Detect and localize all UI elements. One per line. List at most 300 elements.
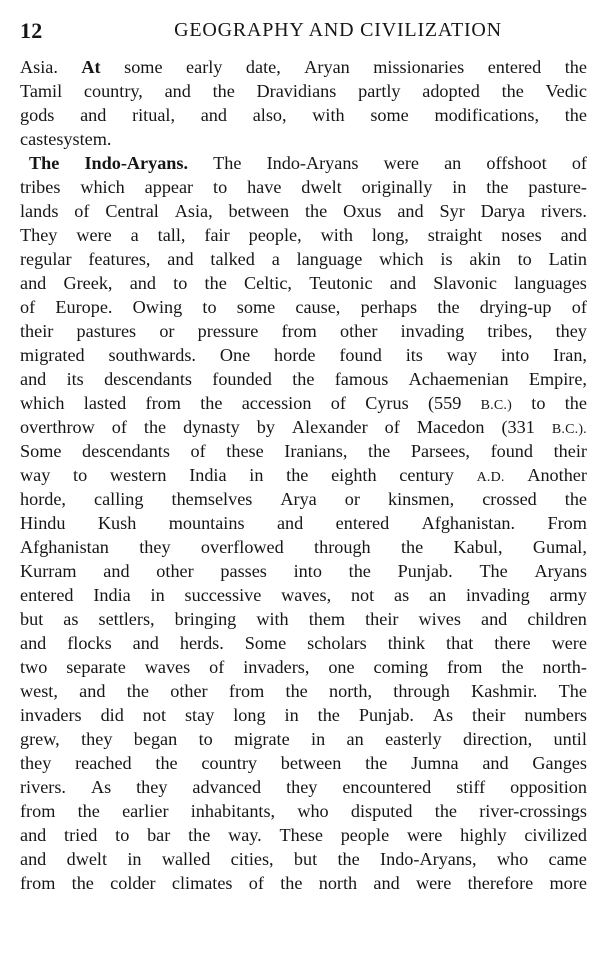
text-word: not xyxy=(350,585,375,605)
text-line xyxy=(20,247,587,271)
text-word: came xyxy=(548,849,587,869)
text-word: these xyxy=(226,441,264,461)
text-word: Arya xyxy=(280,489,317,509)
text-word: passes xyxy=(220,561,267,581)
text-word: country xyxy=(201,753,257,773)
text-word: entered xyxy=(20,585,74,605)
text-word: other xyxy=(170,681,208,701)
text-word: the xyxy=(564,57,587,77)
running-title: GEOGRAPHY AND CIVILIZATION xyxy=(174,19,502,41)
text-line xyxy=(20,703,587,727)
text-word: invading xyxy=(400,321,465,341)
text-word: and xyxy=(103,561,130,581)
text-word: north, xyxy=(329,681,372,701)
text-word: Aryan xyxy=(304,57,350,77)
text-line xyxy=(20,295,587,319)
text-word: the xyxy=(486,177,509,197)
text-word: Indo-Aryans, xyxy=(380,849,477,869)
text-word: successive xyxy=(184,585,262,605)
text-word: early xyxy=(186,57,223,77)
text-word: Darya xyxy=(480,201,526,221)
text-word: which xyxy=(20,393,65,413)
text-word: herds. xyxy=(179,633,224,653)
text-word: B.C.) xyxy=(480,398,512,413)
text-word: fair xyxy=(204,225,230,245)
text-word: from xyxy=(20,873,56,893)
text-word: and xyxy=(167,249,194,269)
text-word: flocks xyxy=(67,633,112,653)
text-word: founded xyxy=(212,369,272,389)
text-word: drying-up xyxy=(479,297,552,317)
text-word: and xyxy=(276,513,304,533)
text-line xyxy=(20,199,587,223)
text-word: Hindu xyxy=(20,513,66,533)
text-word: the xyxy=(337,849,360,869)
text-word: The xyxy=(558,681,587,701)
text-word: Greek, xyxy=(63,273,113,293)
text-word: an xyxy=(346,729,364,749)
text-word: and xyxy=(481,609,508,629)
text-word: into xyxy=(500,345,530,365)
text-word: and xyxy=(200,105,227,125)
text-word: from xyxy=(281,321,317,341)
text-word: who xyxy=(297,801,329,821)
text-word: Alexander xyxy=(291,417,368,437)
text-word: perhaps xyxy=(360,297,418,317)
text-word: of xyxy=(384,417,400,437)
text-word: long, xyxy=(371,225,409,245)
text-word: themselves xyxy=(171,489,253,509)
text-word: Kush xyxy=(97,513,137,533)
text-word: in xyxy=(150,585,165,605)
text-word: Empire, xyxy=(528,369,587,389)
text-word: Latin xyxy=(548,249,587,269)
text-word: to xyxy=(173,273,188,293)
text-line xyxy=(20,55,587,79)
text-word: Achaemenian xyxy=(408,369,509,389)
text-word: also, xyxy=(252,105,287,125)
text-word: between xyxy=(228,201,290,221)
text-word: grew, xyxy=(20,729,60,749)
text-word: partly xyxy=(358,81,401,101)
text-word: from xyxy=(20,801,56,821)
text-line xyxy=(20,511,587,535)
text-word: more xyxy=(549,873,587,893)
text-word: the xyxy=(155,753,178,773)
text-line xyxy=(20,631,587,655)
text-word: missionaries xyxy=(373,57,465,77)
text-word: which xyxy=(80,177,125,197)
text-word: encountered xyxy=(342,777,432,797)
text-word: with xyxy=(256,609,289,629)
text-word: bringing xyxy=(174,609,237,629)
text-word: were xyxy=(383,153,419,173)
text-word: pressure xyxy=(197,321,259,341)
text-word: the xyxy=(501,81,524,101)
text-word: to xyxy=(73,465,88,485)
text-line xyxy=(20,391,587,415)
text-word: in xyxy=(311,729,326,749)
text-word: country, xyxy=(83,81,143,101)
text-word: overthrow xyxy=(20,417,95,437)
text-word: appear xyxy=(144,177,194,197)
text-word: and xyxy=(132,633,159,653)
text-word: lasted xyxy=(83,393,127,413)
text-word: the xyxy=(200,393,223,413)
text-word: and xyxy=(164,81,191,101)
text-word: the xyxy=(365,753,388,773)
text-line xyxy=(20,223,587,247)
text-word: and xyxy=(482,753,509,773)
text-word: Indo-Aryans. xyxy=(84,153,189,173)
text-word: tribes, xyxy=(487,321,533,341)
text-word: At xyxy=(81,57,101,77)
text-word: opposition xyxy=(510,777,587,797)
text-word: people xyxy=(340,825,390,845)
text-word: north- xyxy=(542,657,587,677)
text-word: tried xyxy=(64,825,98,845)
text-word: numbers xyxy=(524,705,587,725)
text-word: (559 xyxy=(427,393,462,413)
text-word: stiff xyxy=(456,777,486,797)
text-word: accession xyxy=(241,393,312,413)
text-word: Indo-Aryans xyxy=(266,153,359,173)
text-word: as xyxy=(63,609,79,629)
text-word: to xyxy=(517,249,532,269)
text-word: the xyxy=(434,801,457,821)
text-word: by xyxy=(256,417,275,437)
text-word: the xyxy=(564,105,587,125)
text-word: they xyxy=(20,753,52,773)
text-word: they xyxy=(555,321,587,341)
text-word: and xyxy=(79,681,106,701)
text-word: Dravidians xyxy=(256,81,337,101)
text-word: mountains xyxy=(168,513,245,533)
text-word: Kashmir. xyxy=(471,681,538,701)
text-line xyxy=(20,367,587,391)
text-word: waves, xyxy=(281,585,332,605)
text-word: an xyxy=(429,585,447,605)
text-word: in xyxy=(127,849,142,869)
text-word: the xyxy=(564,489,587,509)
text-word: into xyxy=(293,561,322,581)
text-word: Some xyxy=(244,633,287,653)
text-word: rivers. xyxy=(20,777,66,797)
text-word: descendants xyxy=(104,369,192,389)
text-word: its xyxy=(405,345,423,365)
text-word: A.D. xyxy=(476,470,505,485)
text-word: children xyxy=(527,609,587,629)
text-word: Asia. xyxy=(20,57,58,77)
text-word: cause, xyxy=(295,297,341,317)
text-word: and xyxy=(129,273,156,293)
text-word: two xyxy=(20,657,48,677)
text-word: overflowed xyxy=(200,537,284,557)
text-word: Vedic xyxy=(545,81,587,101)
text-word: Another xyxy=(527,465,587,485)
text-word: did xyxy=(100,705,124,725)
text-word: they xyxy=(286,777,318,797)
text-word: its xyxy=(66,369,84,389)
text-word: think xyxy=(387,633,426,653)
text-word: they xyxy=(81,729,113,749)
text-line xyxy=(20,559,587,583)
text-word: ritual, xyxy=(132,105,175,125)
text-word: the xyxy=(564,393,587,413)
text-word: and xyxy=(20,369,47,389)
text-word: Syr xyxy=(439,201,465,221)
text-word: their xyxy=(20,321,54,341)
text-word: their xyxy=(365,609,399,629)
text-word: wives xyxy=(418,609,461,629)
text-line xyxy=(20,847,587,871)
text-word: pasture- xyxy=(528,177,587,197)
text-word: entered xyxy=(335,513,390,533)
text-word: From xyxy=(547,513,587,533)
text-word: crossed xyxy=(482,489,537,509)
text-line xyxy=(20,463,587,487)
text-word: regular xyxy=(20,249,72,269)
text-word: Afghanistan. xyxy=(421,513,516,533)
text-word: through xyxy=(314,537,371,557)
text-word: to xyxy=(213,177,228,197)
text-word: to xyxy=(115,825,130,845)
text-word: long xyxy=(233,705,266,725)
text-word: highly xyxy=(460,825,507,845)
text-word: straight xyxy=(427,225,483,245)
text-word: and xyxy=(20,825,47,845)
text-word: found xyxy=(339,345,382,365)
text-word: dwelt xyxy=(66,849,108,869)
text-word: the xyxy=(292,369,315,389)
text-word: the xyxy=(285,681,308,701)
text-word: Cyrus xyxy=(365,393,409,413)
text-word: way xyxy=(20,465,51,485)
text-word: Jumna xyxy=(411,753,459,773)
text-word: (331 xyxy=(501,417,535,437)
text-word: dwelt xyxy=(301,177,342,197)
text-word: Owing xyxy=(132,297,183,317)
text-word: some xyxy=(236,297,276,317)
text-word: as xyxy=(394,585,410,605)
text-word: some xyxy=(370,105,409,125)
text-word: which xyxy=(379,249,424,269)
text-word: separate xyxy=(66,657,126,677)
text-word: modifications, xyxy=(434,105,540,125)
text-word: western xyxy=(109,465,167,485)
text-word: until xyxy=(553,729,587,749)
text-word: is xyxy=(440,249,453,269)
text-word: Slavonic xyxy=(433,273,497,293)
text-word: some xyxy=(124,57,163,77)
text-word: invading xyxy=(466,585,530,605)
text-line xyxy=(20,127,587,151)
page-header xyxy=(0,8,600,48)
text-word: Afghanistan xyxy=(20,537,109,557)
text-word: way. xyxy=(228,825,262,845)
text-word: of xyxy=(571,297,587,317)
text-word: climates xyxy=(171,873,233,893)
text-word: date, xyxy=(245,57,281,77)
text-word: not xyxy=(142,705,167,725)
text-word: As xyxy=(432,705,454,725)
text-line xyxy=(20,823,587,847)
page-number: 12 xyxy=(20,18,43,43)
text-word: India xyxy=(189,465,227,485)
text-word: Teutonic xyxy=(309,273,373,293)
text-word: Parsees, xyxy=(410,441,470,461)
text-word: scholars xyxy=(307,633,367,653)
text-word: the xyxy=(304,201,328,221)
text-word: but xyxy=(293,849,318,869)
text-word: to xyxy=(202,297,217,317)
text-word: Macedon xyxy=(416,417,485,437)
text-word: and xyxy=(397,201,424,221)
text-word: The xyxy=(29,153,60,173)
text-word: found xyxy=(490,441,533,461)
text-word: originally xyxy=(361,177,433,197)
text-word: The xyxy=(479,561,508,581)
text-word: Aryans xyxy=(534,561,587,581)
text-word: civilized xyxy=(524,825,587,845)
text-word: talked xyxy=(210,249,255,269)
text-word: easterly xyxy=(385,729,442,749)
text-line xyxy=(20,871,587,895)
text-word: of xyxy=(571,153,587,173)
text-line xyxy=(20,103,587,127)
text-word: Celtic, xyxy=(244,273,292,293)
text-word: Punjab. xyxy=(358,705,414,725)
text-line xyxy=(20,319,587,343)
text-word: walled xyxy=(161,849,211,869)
text-line xyxy=(20,607,587,631)
text-word: the xyxy=(286,465,309,485)
text-word: army xyxy=(549,585,587,605)
text-word: and xyxy=(373,873,400,893)
text-word: of xyxy=(111,417,127,437)
text-line xyxy=(20,271,587,295)
text-word: between xyxy=(280,753,342,773)
text-word: famous xyxy=(334,369,389,389)
text-line xyxy=(20,439,587,463)
text-word: waves xyxy=(144,657,191,677)
text-line xyxy=(20,415,587,439)
text-word: Oxus xyxy=(343,201,382,221)
text-word: direction, xyxy=(462,729,533,749)
text-word: and xyxy=(20,273,47,293)
text-word: tall, xyxy=(157,225,186,245)
text-word: Europe. xyxy=(55,297,113,317)
text-word: the xyxy=(143,417,167,437)
text-word: who xyxy=(496,849,529,869)
text-word: the xyxy=(368,441,391,461)
text-word: in xyxy=(249,465,264,485)
text-word: other xyxy=(156,561,194,581)
text-word: entered xyxy=(487,57,542,77)
text-line xyxy=(20,487,587,511)
text-word: the xyxy=(348,561,371,581)
text-word: have xyxy=(247,177,282,197)
text-word: These xyxy=(279,825,323,845)
text-word: were xyxy=(76,225,112,245)
text-word: the xyxy=(188,825,211,845)
text-word: earlier xyxy=(122,801,169,821)
text-word: Central xyxy=(105,201,159,221)
text-word: descendants xyxy=(82,441,170,461)
text-word: to xyxy=(531,393,546,413)
text-word: through xyxy=(393,681,450,701)
text-word: people, xyxy=(248,225,302,245)
text-word: they xyxy=(136,777,168,797)
text-word: pastures xyxy=(76,321,137,341)
text-word: The xyxy=(213,153,242,173)
text-word: and xyxy=(80,105,107,125)
text-word: colder xyxy=(110,873,156,893)
text-word: akin xyxy=(469,249,501,269)
text-word: they xyxy=(139,537,171,557)
text-word: their xyxy=(472,705,506,725)
text-line xyxy=(20,343,587,367)
text-word: the xyxy=(126,681,149,701)
text-word: of xyxy=(190,441,206,461)
text-word: dynasty xyxy=(183,417,240,437)
text-word: of xyxy=(20,297,36,317)
text-word: the xyxy=(212,81,235,101)
text-word: languages xyxy=(514,273,587,293)
text-word: Punjab. xyxy=(397,561,453,581)
text-word: but xyxy=(20,609,44,629)
text-word: horde, xyxy=(20,489,66,509)
text-word: that xyxy=(446,633,474,653)
text-line xyxy=(20,535,587,559)
text-word: the xyxy=(280,873,303,893)
text-word: features, xyxy=(88,249,151,269)
text-word: Ganges xyxy=(532,753,587,773)
text-line xyxy=(20,751,587,775)
text-word: other xyxy=(340,321,378,341)
text-line xyxy=(20,79,587,103)
text-word: noses xyxy=(501,225,542,245)
text-word: them xyxy=(308,609,346,629)
text-word: migrated xyxy=(20,345,85,365)
text-word: were xyxy=(551,633,587,653)
text-word: Asia, xyxy=(174,201,213,221)
text-word: rivers. xyxy=(540,201,587,221)
text-word: disputed xyxy=(350,801,413,821)
text-word: gods xyxy=(20,105,55,125)
text-word: or xyxy=(344,489,360,509)
text-word: the xyxy=(71,873,94,893)
text-word: were xyxy=(415,873,452,893)
text-line xyxy=(20,151,587,175)
text-word: migrate xyxy=(234,729,290,749)
text-word: and xyxy=(389,273,417,293)
text-word: a xyxy=(130,225,139,245)
text-word: Iranians, xyxy=(284,441,348,461)
text-word: eighth xyxy=(331,465,377,485)
text-word: caste xyxy=(20,129,57,149)
text-word: and xyxy=(560,225,587,245)
text-word: coming xyxy=(373,657,429,677)
text-word: west, xyxy=(20,681,58,701)
text-word: Kabul, xyxy=(453,537,503,557)
text-line xyxy=(20,175,587,199)
text-word: of xyxy=(330,393,346,413)
text-line xyxy=(20,655,587,679)
text-line xyxy=(20,799,587,823)
text-word: in xyxy=(452,177,467,197)
text-word: of xyxy=(74,201,90,221)
